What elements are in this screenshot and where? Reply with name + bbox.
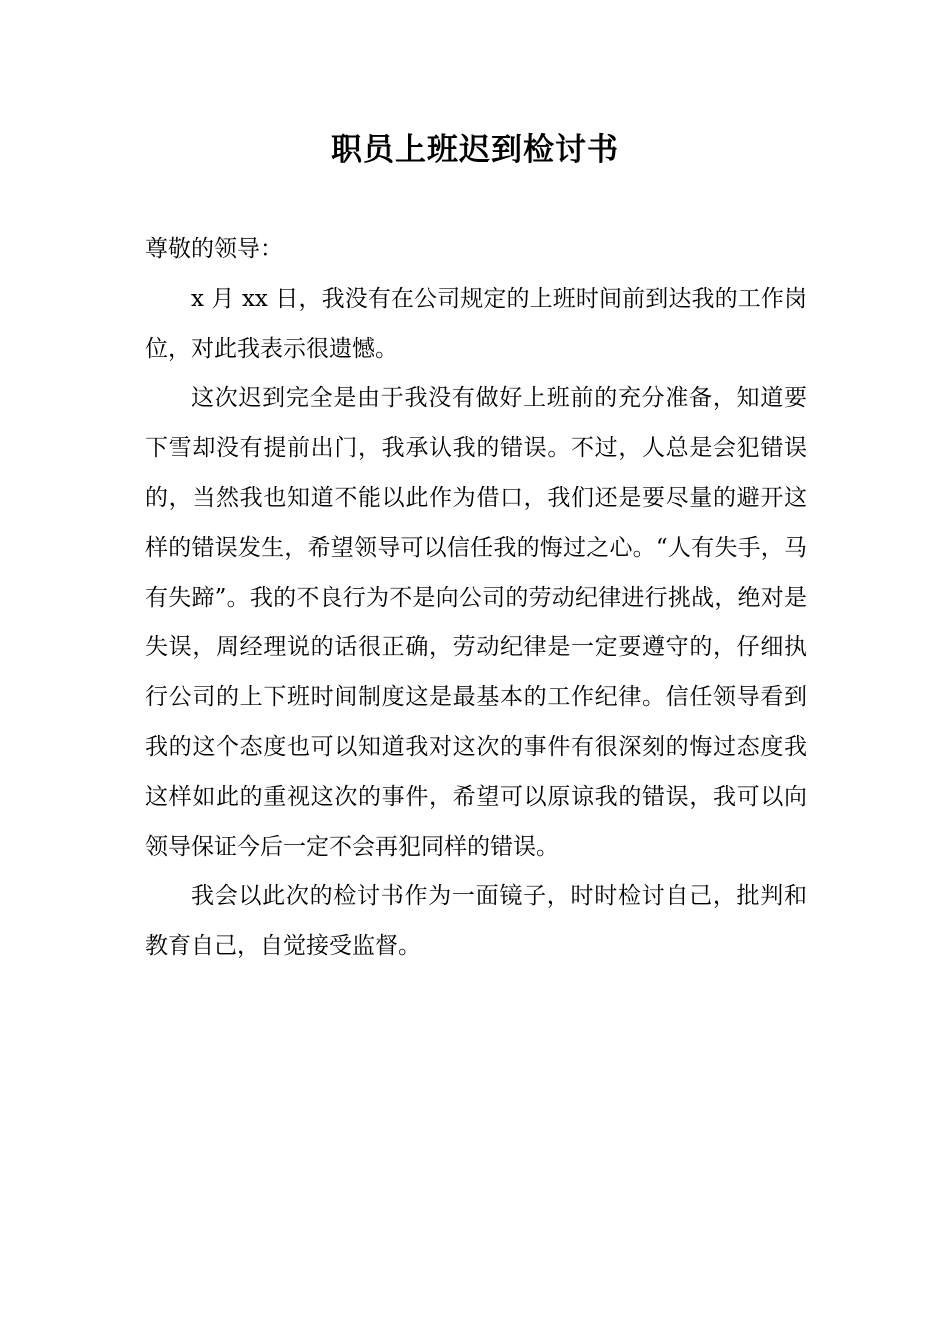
paragraph-date-statement: x 月 xx 日，我没有在公司规定的上班时间前到达我的工作岗位，对此我表示很遗憾。 — [145, 285, 807, 362]
document-title: 职员上班迟到检讨书 — [331, 132, 619, 168]
salutation: 尊敬的领导： — [145, 236, 283, 262]
paragraph-conclusion: 我会以此次的检讨书作为一面镜子，时时检讨自己，批判和教育自己，自觉接受监督。 — [145, 883, 807, 960]
document-body — [145, 225, 807, 972]
paragraph-explanation: 这次迟到完全是由于我没有做好上班前的充分准备，知道要下雪却没有提前出门，我承认我的错误。不过，人总是会犯错误的，当然我也知道不能以此作为借口，我们还是要尽量的避开这样的错误发生，希望领导可以信任我的悔过之心。“人有失手，马有失蹄”。我的不良行为不是向公司的劳动纪律进行挑战，绝对是失误，周经理说的话很正确，劳动纪律是一定要遵守的，仔细执行公司的上下班时间制度这是最基本的工作纪律。信任领导看到我的这个态度也可以知道我对这次的事件有很深刻的悔过态度我这样如此的重视这次的事件，希望可以原谅我的错误，我可以向领导保证今后一定不会再犯同样的错误。 — [145, 385, 807, 860]
